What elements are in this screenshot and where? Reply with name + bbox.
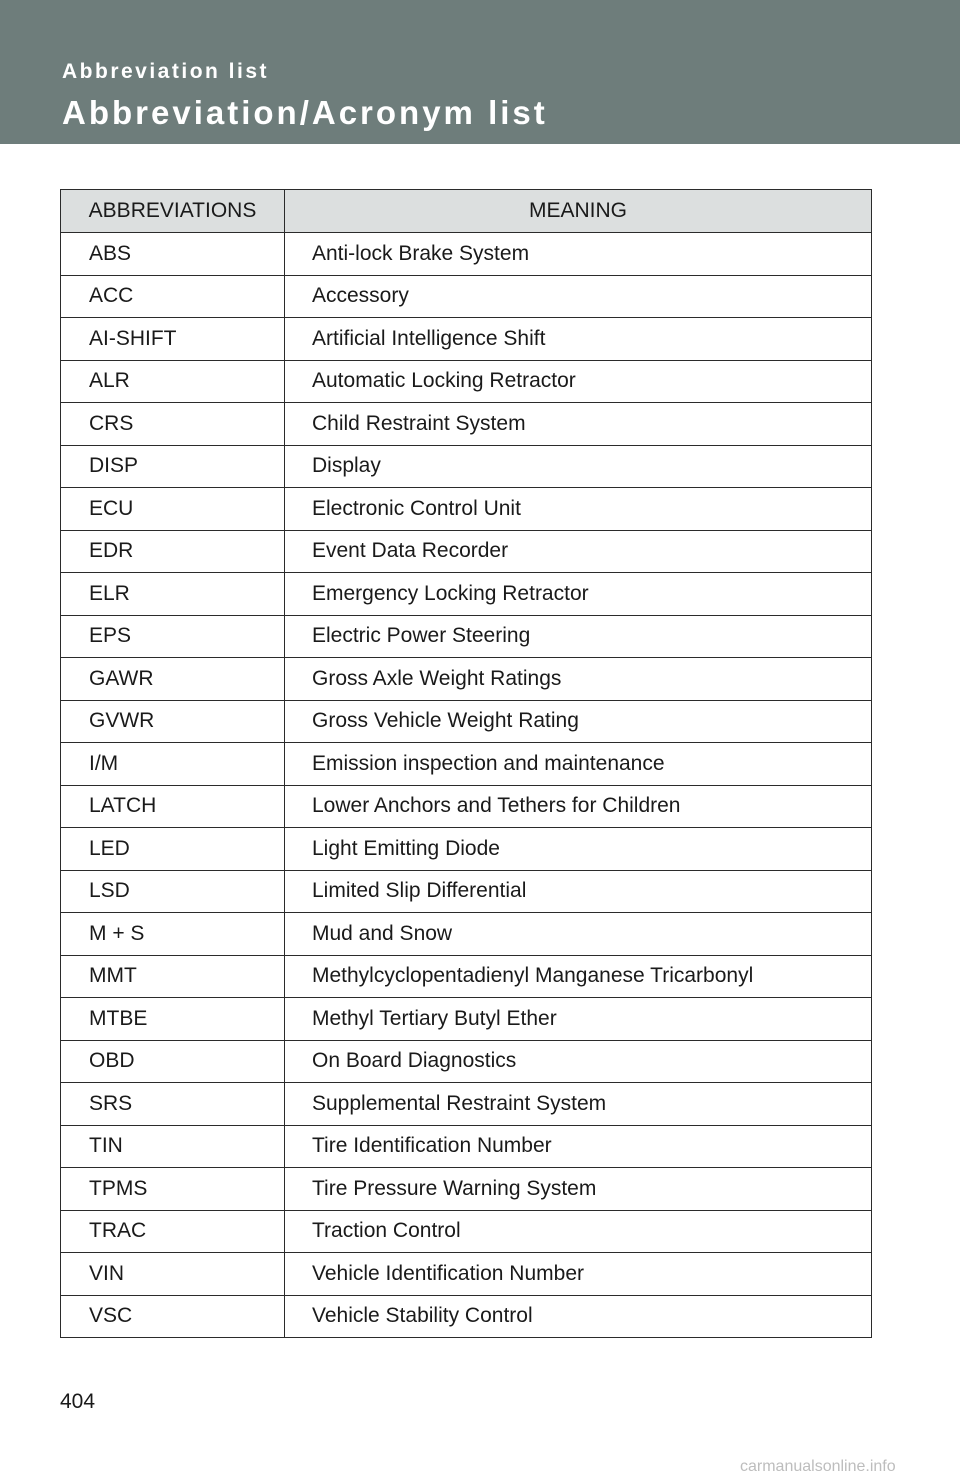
meaning-cell: Artificial Intelligence Shift bbox=[285, 318, 872, 361]
abbreviation-cell: DISP bbox=[61, 445, 285, 488]
table-row bbox=[61, 573, 872, 616]
abbreviation-cell: ABS bbox=[61, 233, 285, 276]
abbreviation-cell: SRS bbox=[61, 1083, 285, 1126]
abbreviation-cell: MMT bbox=[61, 955, 285, 998]
table-row bbox=[61, 1295, 872, 1338]
table-row bbox=[61, 1125, 872, 1168]
watermark: carmanualsonline.info bbox=[740, 1458, 896, 1475]
table-row bbox=[61, 488, 872, 531]
abbreviation-cell: VSC bbox=[61, 1295, 285, 1338]
abbreviation-cell: LSD bbox=[61, 870, 285, 913]
abbreviation-cell: VIN bbox=[61, 1253, 285, 1296]
meaning-cell: Vehicle Identification Number bbox=[285, 1253, 872, 1296]
table-row bbox=[61, 318, 872, 361]
table-row bbox=[61, 1083, 872, 1126]
abbreviation-cell: TIN bbox=[61, 1125, 285, 1168]
meaning-cell: Vehicle Stability Control bbox=[285, 1295, 872, 1338]
table-row bbox=[61, 658, 872, 701]
table-row bbox=[61, 615, 872, 658]
table-row bbox=[61, 955, 872, 998]
meaning-cell: Electric Power Steering bbox=[285, 615, 872, 658]
abbreviation-cell: GVWR bbox=[61, 700, 285, 743]
table-row bbox=[61, 530, 872, 573]
abbreviation-cell: LATCH bbox=[61, 785, 285, 828]
meaning-cell: Electronic Control Unit bbox=[285, 488, 872, 531]
table-body bbox=[61, 233, 872, 1338]
meaning-cell: Methyl Tertiary Butyl Ether bbox=[285, 998, 872, 1041]
table-row bbox=[61, 828, 872, 871]
abbreviation-cell: OBD bbox=[61, 1040, 285, 1083]
table-row bbox=[61, 1210, 872, 1253]
meaning-cell: Supplemental Restraint System bbox=[285, 1083, 872, 1126]
meaning-cell: Lower Anchors and Tethers for Children bbox=[285, 785, 872, 828]
meaning-cell: Tire Pressure Warning System bbox=[285, 1168, 872, 1211]
abbreviation-cell: CRS bbox=[61, 403, 285, 446]
table-row bbox=[61, 743, 872, 786]
table-row bbox=[61, 785, 872, 828]
table-row bbox=[61, 233, 872, 276]
table-row bbox=[61, 445, 872, 488]
table-row bbox=[61, 1168, 872, 1211]
abbreviation-cell: GAWR bbox=[61, 658, 285, 701]
abbreviation-cell: MTBE bbox=[61, 998, 285, 1041]
header-band bbox=[0, 0, 960, 144]
table-row bbox=[61, 275, 872, 318]
abbreviation-cell: TRAC bbox=[61, 1210, 285, 1253]
meaning-cell: Limited Slip Differential bbox=[285, 870, 872, 913]
meaning-cell: Traction Control bbox=[285, 1210, 872, 1253]
table-row bbox=[61, 403, 872, 446]
abbreviation-cell: I/M bbox=[61, 743, 285, 786]
meaning-cell: Emission inspection and maintenance bbox=[285, 743, 872, 786]
abbreviation-cell: ELR bbox=[61, 573, 285, 616]
meaning-cell: Child Restraint System bbox=[285, 403, 872, 446]
meaning-cell: On Board Diagnostics bbox=[285, 1040, 872, 1083]
meaning-cell: Gross Vehicle Weight Rating bbox=[285, 700, 872, 743]
table-row bbox=[61, 998, 872, 1041]
column-header-abbreviations: ABBREVIATIONS bbox=[61, 190, 285, 233]
abbreviation-cell: ACC bbox=[61, 275, 285, 318]
meaning-cell: Methylcyclopentadienyl Manganese Tricarbonyl bbox=[285, 955, 872, 998]
table-row bbox=[61, 1253, 872, 1296]
table-row bbox=[61, 700, 872, 743]
abbreviation-cell: ALR bbox=[61, 360, 285, 403]
table-row bbox=[61, 1040, 872, 1083]
abbreviation-cell: AI-SHIFT bbox=[61, 318, 285, 361]
meaning-cell: Mud and Snow bbox=[285, 913, 872, 956]
abbreviation-cell: EDR bbox=[61, 530, 285, 573]
meaning-cell: Accessory bbox=[285, 275, 872, 318]
table-row bbox=[61, 913, 872, 956]
abbreviation-cell: EPS bbox=[61, 615, 285, 658]
page-number: 404 bbox=[60, 1390, 96, 1413]
abbreviation-cell: TPMS bbox=[61, 1168, 285, 1211]
page-title: Abbreviation/Acronym list bbox=[62, 94, 548, 131]
meaning-cell: Light Emitting Diode bbox=[285, 828, 872, 871]
table-row bbox=[61, 870, 872, 913]
table-header-row bbox=[61, 190, 872, 233]
table-row bbox=[61, 360, 872, 403]
meaning-cell: Automatic Locking Retractor bbox=[285, 360, 872, 403]
abbreviation-cell: M + S bbox=[61, 913, 285, 956]
meaning-cell: Tire Identification Number bbox=[285, 1125, 872, 1168]
meaning-cell: Anti-lock Brake System bbox=[285, 233, 872, 276]
abbreviation-cell: LED bbox=[61, 828, 285, 871]
meaning-cell: Display bbox=[285, 445, 872, 488]
meaning-cell: Gross Axle Weight Ratings bbox=[285, 658, 872, 701]
meaning-cell: Emergency Locking Retractor bbox=[285, 573, 872, 616]
section-label: Abbreviation list bbox=[62, 60, 270, 83]
abbreviation-cell: ECU bbox=[61, 488, 285, 531]
column-header-meaning: MEANING bbox=[285, 190, 872, 233]
abbreviation-table bbox=[60, 189, 872, 1338]
meaning-cell: Event Data Recorder bbox=[285, 530, 872, 573]
